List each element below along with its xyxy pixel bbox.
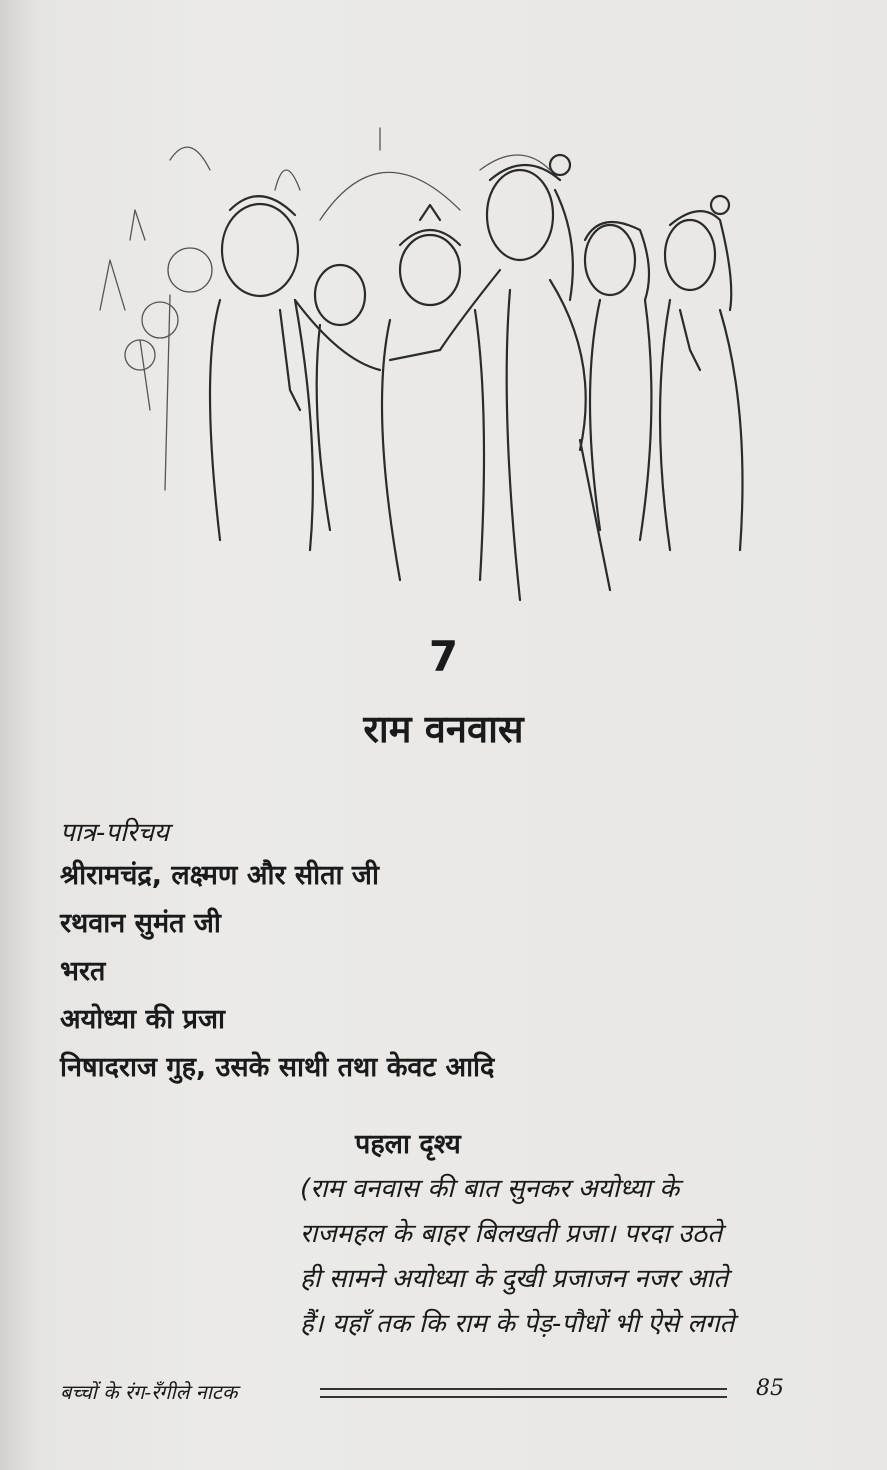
scene-line: राजमहल के बाहर बिलखती प्रजा। परदा उठते [300,1219,723,1249]
footer-rule [320,1388,727,1398]
footer-book-title: बच्चों के रंग-रँगीले नाटक [60,1380,238,1404]
cast-member: निषादराज गुह, उसके साथी तथा केवट आदि [60,1052,495,1083]
scene-line: (राम वनवास की बात सुनकर अयोध्या के [300,1174,680,1204]
lakshman-head [665,220,715,290]
scene-stage-directions [300,1167,790,1347]
cast-member: श्रीरामचंद्र, लक्ष्मण और सीता जी [60,860,379,891]
minister-head [400,235,460,305]
ram-head [487,170,553,260]
cast-list [60,856,494,1096]
crying-man-head [222,204,298,296]
cast-heading: पात्र-परिचय [60,818,169,848]
cast-member: अयोध्या की प्रजा [60,1004,226,1035]
temple-spire [100,260,125,310]
page-number: 85 [756,1376,784,1401]
cast-member: भरत [60,956,106,987]
scene-line: हैं। यहाँ तक कि राम के पेड़-पौधों भी ऐसे लगते [300,1309,735,1339]
ram-farewell-drawing [80,110,780,610]
scene-title: पहला दृश्य [355,1129,461,1160]
chapter-illustration [80,110,780,610]
cast-member: रथवान सुमंत जी [60,908,221,939]
chapter-title: राम वनवास [363,707,524,751]
chapter-number: 7 [428,632,459,681]
scene-line: ही सामने अयोध्या के दुखी प्रजाजन नजर आते [300,1264,729,1294]
palace-dome [320,172,460,220]
sita-head [585,225,635,295]
